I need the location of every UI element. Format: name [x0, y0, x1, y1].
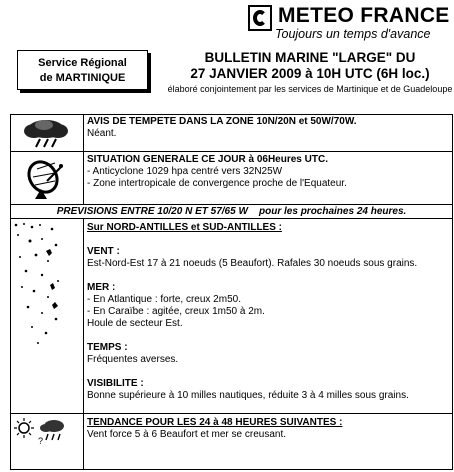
previsions-suffix: pour les prochaines 24 heures.	[259, 206, 407, 217]
temps-title: TEMPS :	[87, 342, 128, 353]
vent-text: Est-Nord-Est 17 à 21 noeuds (5 Beaufort). Rafales 30 noeuds sous grains.	[87, 258, 418, 269]
svg-text:?: ?	[38, 436, 44, 446]
situation-line: - Anticyclone 1029 hpa centré vers 32N25W	[87, 166, 283, 177]
situation-heading: SITUATION GENERALE CE JOUR à 06Heures UTC.	[87, 154, 328, 165]
row-divider	[10, 151, 453, 152]
service-line1: Service Régional	[38, 57, 127, 69]
sun-cloud-rain-icon	[12, 416, 72, 446]
tempete-heading: AVIS DE TEMPETE DANS LA ZONE 10N/20N et 50W/70W.	[87, 116, 357, 127]
bulletin-title	[175, 50, 445, 82]
service-box	[17, 50, 148, 90]
zone-heading: Sur NORD-ANTILLES et SUD-ANTILLES :	[87, 222, 282, 233]
mer-line: - En Atlantique : forte, creux 2m50.	[87, 294, 241, 305]
mer-title: MER :	[87, 282, 116, 293]
meteo-france-emblem-icon	[248, 5, 272, 31]
vent-title: VENT :	[87, 246, 120, 257]
row-divider	[10, 204, 453, 205]
antilles-map-icon	[12, 221, 82, 349]
tempete-text: Néant.	[87, 128, 117, 139]
situation-line: - Zone intertropicale de convergence proche de l'Equateur.	[87, 178, 347, 189]
bulletin-title-line2: 27 JANVIER 2009 à 10H UTC (6H loc.)	[190, 66, 430, 81]
column-divider	[83, 218, 84, 470]
satellite-dish-icon	[25, 155, 73, 203]
previsions-band	[10, 206, 453, 217]
meteo-france-logo	[248, 4, 450, 45]
temps-text: Fréquentes averses.	[87, 354, 179, 365]
tendance-heading: TENDANCE POUR LES 24 à 48 HEURES SUIVANTES :	[87, 417, 343, 428]
logo-title: METEO FRANCE	[278, 4, 450, 27]
storm-cloud-icon	[22, 117, 70, 149]
tendance-text: Vent force 5 à 6 Beaufort et mer se creusant.	[87, 429, 286, 440]
visibilite-text: Bonne supérieure à 10 milles nautiques, réduite 3 à 4 milles sous grains.	[87, 390, 409, 401]
service-line2: de MARTINIQUE	[39, 72, 126, 84]
column-divider	[83, 114, 84, 204]
bulletin-title-line1: BULLETIN MARINE "LARGE" DU	[204, 50, 416, 65]
visibilite-title: VISIBILITE :	[87, 378, 144, 389]
logo-tagline: Toujours un temps d'avance	[275, 27, 431, 41]
bulletin-subtitle: élaboré conjointement par les services de Martinique et de Guadeloupe	[167, 84, 453, 94]
mer-line: - En Caraïbe : agitée, creux 1m50 à 2m.	[87, 306, 265, 317]
previsions-label: PREVISIONS ENTRE 10/20 N ET 57/65 W	[56, 206, 248, 217]
row-divider	[10, 413, 453, 414]
mer-line: Houle de secteur Est.	[87, 318, 183, 329]
row-divider	[10, 218, 453, 219]
